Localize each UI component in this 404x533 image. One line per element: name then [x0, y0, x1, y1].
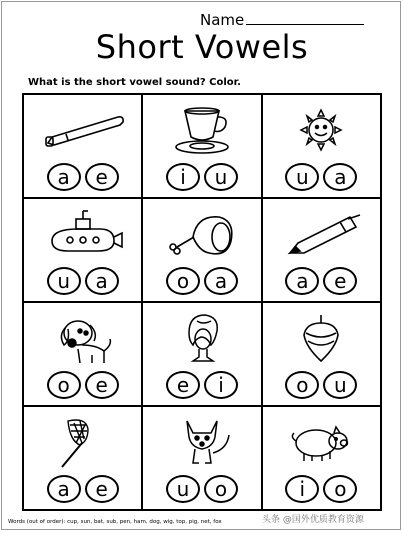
- net-icon: [38, 415, 128, 471]
- vowel-choice[interactable]: i: [285, 475, 319, 503]
- name-underline: [246, 10, 364, 25]
- vowel-choice[interactable]: a: [204, 267, 238, 295]
- instructions: What is the short vowel sound? Color.: [28, 77, 241, 88]
- vowel-choice[interactable]: i: [166, 163, 200, 191]
- sun-icon: [276, 103, 366, 159]
- vowel-choice[interactable]: i: [204, 371, 238, 399]
- cell-net: [23, 406, 142, 510]
- cell-sun: [262, 94, 381, 198]
- cell-pen: [262, 198, 381, 302]
- cup-icon: [157, 103, 247, 159]
- vowel-choice[interactable]: o: [285, 371, 319, 399]
- top-icon: [276, 311, 366, 367]
- vowel-choice[interactable]: u: [166, 475, 200, 503]
- cell-cup: [142, 94, 261, 198]
- fox-icon: [157, 415, 247, 471]
- vowel-choice[interactable]: a: [85, 267, 119, 295]
- page-title: Short Vowels: [95, 28, 309, 66]
- cell-dog: [23, 302, 142, 406]
- vowel-choice[interactable]: e: [85, 163, 119, 191]
- vowel-choice[interactable]: a: [47, 475, 81, 503]
- watermark: 头条 @国外优质教育资源: [262, 515, 364, 525]
- vowel-choice[interactable]: e: [85, 371, 119, 399]
- vowel-choice[interactable]: a: [285, 267, 319, 295]
- cell-ham: [142, 198, 261, 302]
- submarine-icon: [38, 207, 128, 263]
- cell-fox: [142, 406, 261, 510]
- vowel-grid: [22, 93, 382, 511]
- vowel-choice[interactable]: e: [323, 267, 357, 295]
- cell-pig: [262, 406, 381, 510]
- bat-icon: [38, 103, 128, 159]
- cell-submarine: [23, 198, 142, 302]
- vowel-choice[interactable]: o: [166, 267, 200, 295]
- vowel-choice[interactable]: o: [323, 475, 357, 503]
- pen-icon: [276, 207, 366, 263]
- word-list: Words (out of order): cup, sun, bat, sub, pen, ham, dog, wig, top, pig, net, fox: [8, 519, 222, 525]
- vowel-choice[interactable]: o: [47, 371, 81, 399]
- pig-icon: [276, 415, 366, 471]
- vowel-choice[interactable]: e: [166, 371, 200, 399]
- cell-bat: [23, 94, 142, 198]
- dog-icon: [38, 311, 128, 367]
- cell-wig: [142, 302, 261, 406]
- vowel-choice[interactable]: a: [323, 163, 357, 191]
- name-label: Name: [200, 11, 245, 29]
- vowel-choice[interactable]: u: [204, 163, 238, 191]
- vowel-choice[interactable]: u: [323, 371, 357, 399]
- vowel-choice[interactable]: o: [204, 475, 238, 503]
- vowel-choice[interactable]: u: [285, 163, 319, 191]
- vowel-choice[interactable]: u: [47, 267, 81, 295]
- name-field: [200, 10, 364, 29]
- vowel-choice[interactable]: e: [85, 475, 119, 503]
- vowel-choice[interactable]: a: [47, 163, 81, 191]
- ham-icon: [157, 207, 247, 263]
- cell-top: [262, 302, 381, 406]
- wig-icon: [157, 311, 247, 367]
